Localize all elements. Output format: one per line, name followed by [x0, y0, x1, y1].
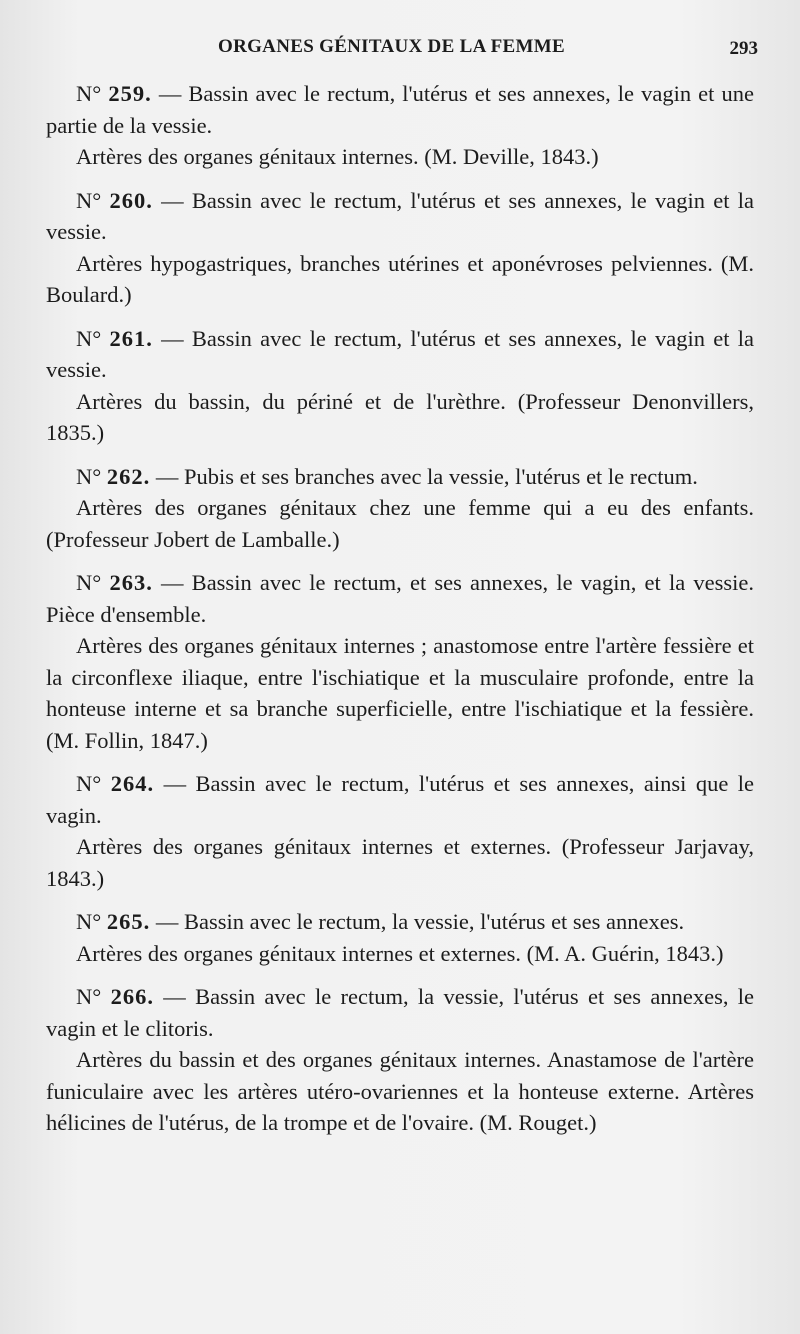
entry-description: Artères hypogastriques, branches utérines et aponévroses pelviennes. (M. Boulard.): [46, 250, 754, 307]
entry-no-label: N°: [76, 771, 102, 796]
page-number: 293: [729, 38, 758, 59]
entry-no-label: N°: [76, 909, 102, 934]
entry-specimen: [46, 981, 754, 1044]
catalog-entry: [46, 567, 754, 756]
entry-number: 260.: [109, 187, 153, 213]
entry-no-label: N°: [76, 187, 102, 213]
entry-description: Artères du bassin et des organes génitaux internes. Anastamose de l'artère funiculaire avec les artères utéro-ovariennes et la honteuse externe. Artères hélicines de l'utérus, de la trompe et de l'ovaire. (M. Rouget.): [46, 1047, 754, 1135]
entry-no-label: N°: [76, 570, 102, 595]
entry-number: 261.: [109, 325, 153, 351]
entry-number: 263.: [109, 570, 153, 595]
entry-number: 266.: [110, 984, 154, 1009]
catalog-entry: [46, 461, 754, 556]
page-header: [0, 36, 800, 64]
entry-text: — Bassin avec le rectum, l'utérus et ses annexes, le vagin et la vessie.: [46, 325, 754, 382]
entry-description: Artères des organes génitaux internes. (M. Deville, 1843.): [76, 144, 599, 169]
entry-number: 264.: [110, 771, 155, 796]
catalog-entry: [46, 768, 754, 894]
entry-text: — Pubis et ses branches avec la vessie, l'utérus et le rectum.: [155, 463, 698, 489]
running-title: ORGANES GÉNITAUX DE LA FEMME: [218, 36, 565, 57]
entry-no-label: N°: [76, 984, 102, 1009]
entry-description: Artères du bassin, du périné et de l'urèthre. (Professeur Denonvillers, 1835.): [46, 388, 754, 445]
entry-description: Artères des organes génitaux chez une femme qui a eu des enfants. (Professeur Jobert de Lamballe.): [46, 495, 754, 552]
entry-specimen: [46, 78, 754, 141]
catalog-entry: [46, 323, 754, 449]
entry-description: Artères des organes génitaux internes et externes. (Professeur Jarjavay, 1843.): [46, 834, 754, 891]
entry-specimen: [46, 567, 754, 630]
catalog-entries: [46, 78, 754, 1151]
entry-number: 265.: [106, 909, 151, 934]
catalog-entry: [46, 78, 754, 173]
entry-text: — Bassin avec le rectum, l'utérus et ses annexes, le vagin et une partie de la vessie.: [46, 81, 755, 138]
entry-specimen: [46, 906, 754, 938]
catalog-entry: [46, 906, 754, 969]
catalog-entry: [46, 185, 754, 311]
entry-text: — Bassin avec le rectum, l'utérus et ses annexes, ainsi que le vagin.: [46, 771, 755, 828]
catalog-entry: [46, 981, 754, 1139]
entry-text: — Bassin avec le rectum, et ses annexes, le vagin, et la vessie. Pièce d'ensemble.: [46, 570, 754, 627]
entry-description: Artères des organes génitaux internes ; anastomose entre l'artère fessière et la circonflexe iliaque, entre l'ischiatique et la musculaire profonde, entre la honteuse interne et sa branche superficielle, entre l'ischiatique et la fessière. (M. Follin, 1847.): [46, 633, 754, 753]
entry-text: — Bassin avec le rectum, la vessie, l'utérus et ses annexes.: [155, 909, 685, 934]
entry-specimen: [46, 768, 754, 831]
entry-specimen: [46, 185, 754, 248]
entry-number: 259.: [108, 81, 152, 106]
entry-no-label: N°: [76, 463, 102, 489]
entry-number: 262.: [106, 463, 151, 489]
entry-specimen: [46, 461, 754, 493]
entry-specimen: [46, 323, 754, 386]
entry-text: — Bassin avec le rectum, l'utérus et ses annexes, le vagin et la vessie.: [46, 187, 754, 244]
entry-no-label: N°: [76, 325, 102, 351]
entry-no-label: N°: [76, 81, 102, 106]
entry-text: — Bassin avec le rectum, la vessie, l'utérus et ses annexes, le vagin et le clitoris.: [46, 984, 755, 1041]
entry-description: Artères des organes génitaux internes et externes. (M. A. Guérin, 1843.): [76, 940, 724, 966]
